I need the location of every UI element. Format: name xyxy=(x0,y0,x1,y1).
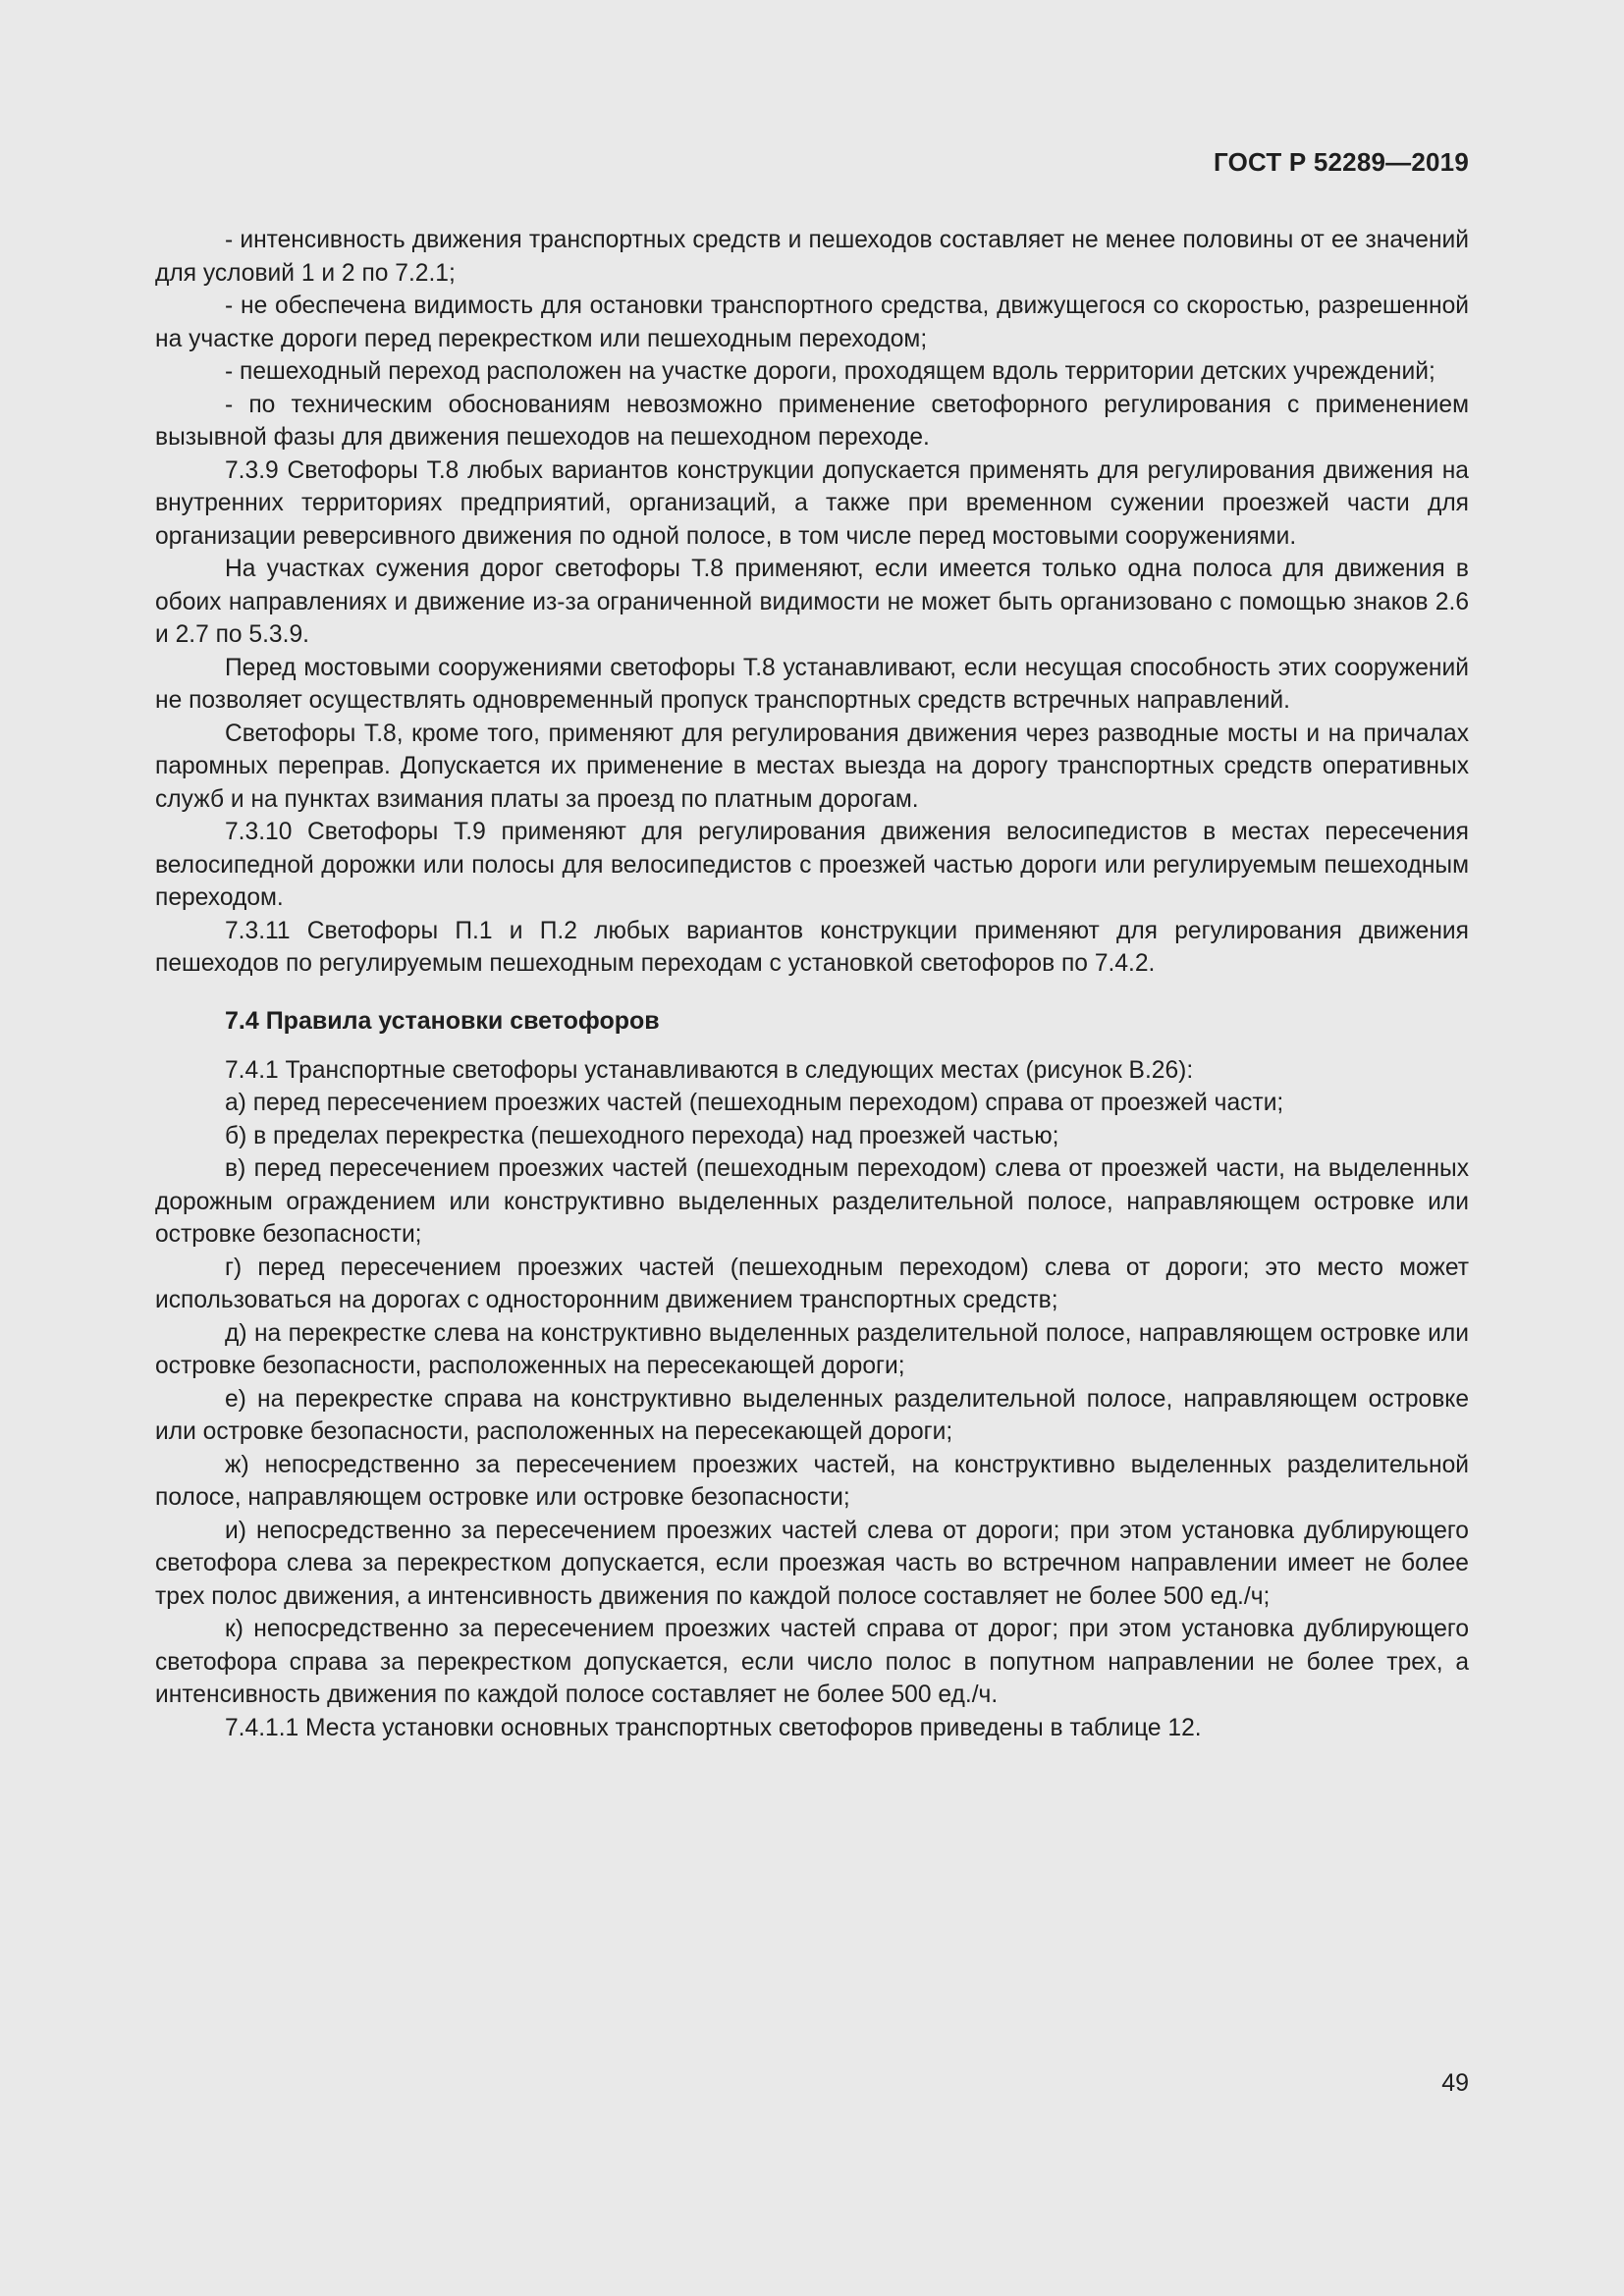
paragraph: Светофоры Т.8, кроме того, применяют для регулирования движения через разводные мосты и на причалах паромных переправ. Допускается их применение в местах выезда на дорогу транспортных средств оперативных служб и на пунктах взимания платы за проезд по платным дорогам. xyxy=(155,720,1469,813)
paragraph: 7.3.10 Светофоры Т.9 применяют для регулирования движения велосипедистов в местах пересечения велосипедной дорожки или полосы для велосипедистов с проезжей частью дороги или регулируемым пешеходным переходом. xyxy=(155,819,1469,911)
page-number: 49 xyxy=(1441,2069,1469,2097)
paragraph: Перед мостовыми сооружениями светофоры Т.8 устанавливают, если несущая способность этих сооружений не позволяет осуществлять одновременный пропуск транспортных средств встречных направлений. xyxy=(155,654,1469,714)
list-item: г) перед пересечением проезжих частей (пешеходным переходом) слева от дороги; это место может использоваться на дорогах с односторонним движением транспортных средств; xyxy=(155,1254,1469,1313)
paragraph: 7.3.11 Светофоры П.1 и П.2 любых вариантов конструкции применяют для регулирования движения пешеходов по регулируемым пешеходным переходам с установкой светофоров по 7.4.2. xyxy=(155,917,1469,977)
list-item: б) в пределах перекрестка (пешеходного перехода) над проезжей частью; xyxy=(225,1122,1059,1149)
list-item: к) непосредственно за пересечением проезжих частей справа от дорог; при этом установка дублирующего светофора справа за перекрестком допускается, если число полос в попутном направлении не более трех, а интенсивность движения по каждой полосе составляет не более 500 ед./ч. xyxy=(155,1616,1469,1708)
list-item: а) перед пересечением проезжих частей (пешеходным переходом) справа от проезжей части; xyxy=(225,1090,1284,1116)
paragraph: - интенсивность движения транспортных средств и пешеходов составляет не менее половины от ее значений для условий 1 и 2 по 7.2.1; xyxy=(155,227,1469,287)
standard-header: ГОСТ Р 52289—2019 xyxy=(1214,147,1469,177)
list-item: в) перед пересечением проезжих частей (пешеходным переходом) слева от проезжей части, на выделенных дорожным ограждением или конструктивно выделенных разделительной полосе, направляющем островке или островке безопасности; xyxy=(155,1155,1469,1248)
paragraph: 7.4.1.1 Места установки основных транспортных светофоров приведены в таблице 12. xyxy=(225,1714,1202,1741)
list-item: д) на перекрестке слева на конструктивно выделенных разделительной полосе, направляющем островке или островке безопасности, расположенных на пересекающей дороги; xyxy=(155,1319,1469,1379)
section-heading: 7.4 Правила установки светофоров xyxy=(225,1006,660,1035)
paragraph: 7.4.1 Транспортные светофоры устанавливаются в следующих местах (рисунок В.26): xyxy=(225,1056,1194,1084)
document-body xyxy=(155,224,1469,1744)
paragraph: На участках сужения дорог светофоры Т.8 применяют, если имеется только одна полоса для движения в обоих направлениях и движение из-за ограниченной видимости не может быть организовано с помощью знаков 2.6 и 2.7 по 5.3.9. xyxy=(155,556,1469,648)
list-item: ж) непосредственно за пересечением проезжих частей, на конструктивно выделенных разделительной полосе, направляющем островке или островке безопасности; xyxy=(155,1451,1469,1511)
list-item: и) непосредственно за пересечением проезжих частей слева от дороги; при этом установка дублирующего светофора слева за перекрестком допускается, если проезжая часть во встречном направлении имеет не более трех полос движения, а интенсивность движения по каждой полосе составляет не более 500 ед./ч; xyxy=(155,1517,1469,1610)
list-item: е) на перекрестке справа на конструктивно выделенных разделительной полосе, направляющем островке или островке безопасности, расположенных на пересекающей дороги; xyxy=(155,1385,1469,1445)
paragraph: 7.3.9 Светофоры Т.8 любых вариантов конструкции допускается применять для регулирования движения на внутренних территориях предприятий, организаций, а также при временном сужении проезжей части для организации реверсивного движения по одной полосе, в том числе перед мостовыми сооружениями. xyxy=(155,456,1469,550)
paragraph: - пешеходный переход расположен на участке дороги, проходящем вдоль территории детских учреждений; xyxy=(225,358,1435,385)
paragraph: - не обеспечена видимость для остановки транспортного средства, движущегося со скоростью, разрешенной на участке дороги перед перекрестком или пешеходным переходом; xyxy=(155,293,1469,352)
paragraph: - по техническим обоснованиям невозможно применение светофорного регулирования с применением вызывной фазы для движения пешеходов на пешеходном переходе. xyxy=(155,391,1469,451)
